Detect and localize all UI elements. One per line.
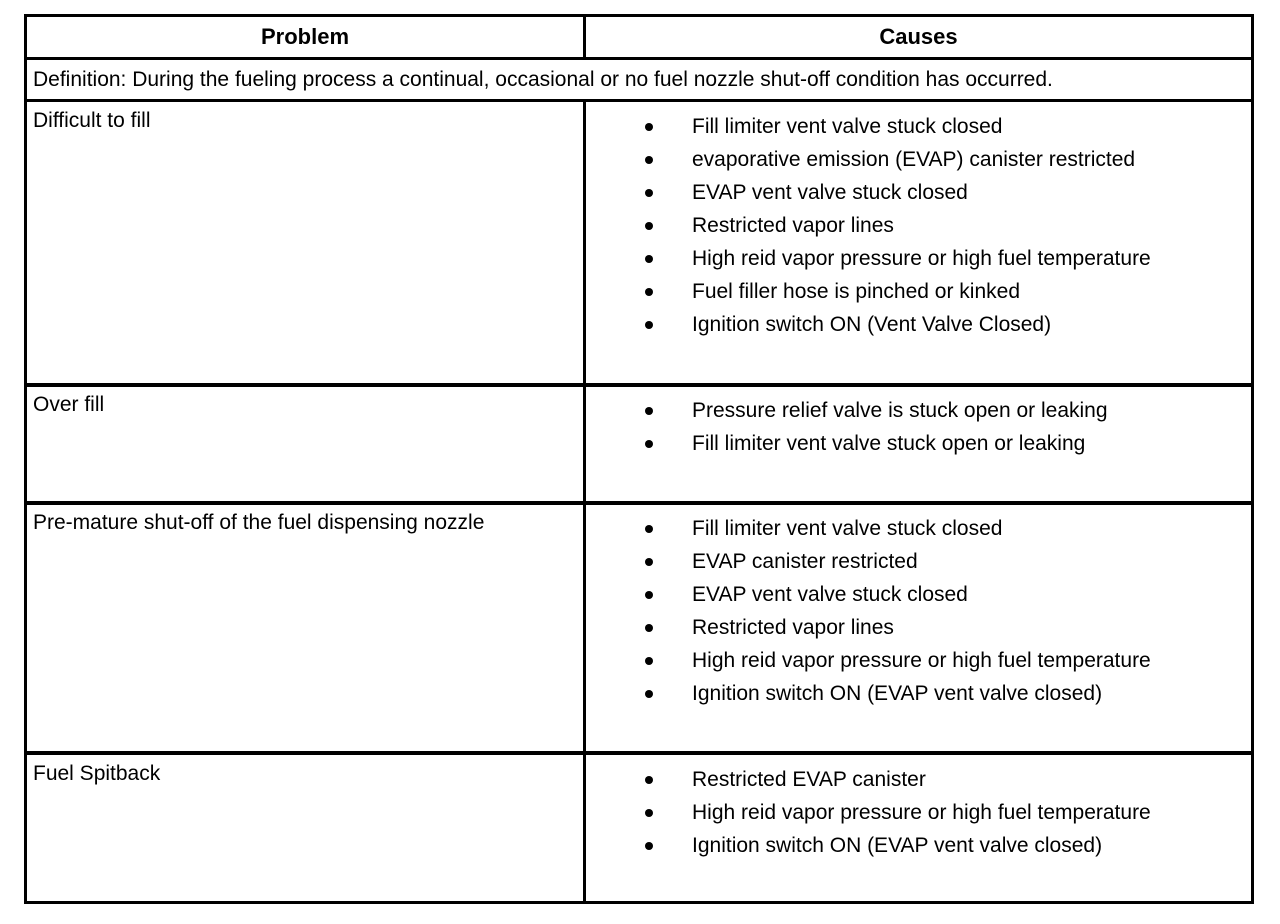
- header-problem: Problem: [260, 24, 350, 49]
- bullet-icon: [645, 321, 653, 329]
- cause-item: Fill limiter vent valve stuck closed: [635, 512, 1151, 545]
- row-divider: [27, 383, 1251, 387]
- cause-item: Fill limiter vent valve stuck open or leaking: [635, 427, 1108, 460]
- cause-item: Restricted EVAP canister: [635, 763, 1151, 796]
- definition-text: Definition: During the fueling process a continual, occasional or no fuel nozzle shut-off condition has occurred.: [33, 68, 1053, 91]
- causes-list: [635, 110, 1151, 341]
- cause-item: High reid vapor pressure or high fuel temperature: [635, 242, 1151, 275]
- cause-item: EVAP vent valve stuck closed: [635, 176, 1151, 209]
- bullet-icon: [645, 842, 653, 850]
- cause-item: Restricted vapor lines: [635, 209, 1151, 242]
- cause-item: Ignition switch ON (EVAP vent valve closed): [635, 829, 1151, 862]
- bullet-icon: [645, 809, 653, 817]
- causes-list: [635, 512, 1151, 710]
- bullet-icon: [645, 189, 653, 197]
- problem-cell: Pre-mature shut-off of the fuel dispensing nozzle: [33, 511, 485, 534]
- bullet-icon: [645, 407, 653, 415]
- bullet-icon: [645, 123, 653, 131]
- cause-item: EVAP vent valve stuck closed: [635, 578, 1151, 611]
- cause-item: Fill limiter vent valve stuck closed: [635, 110, 1151, 143]
- bullet-icon: [645, 558, 653, 566]
- diagnostic-table: [24, 14, 1254, 904]
- bullet-icon: [645, 657, 653, 665]
- cause-item: EVAP canister restricted: [635, 545, 1151, 578]
- bullet-icon: [645, 288, 653, 296]
- problem-cell: Over fill: [33, 393, 105, 416]
- cause-item: High reid vapor pressure or high fuel temperature: [635, 644, 1151, 677]
- bullet-icon: [645, 222, 653, 230]
- problem-cell: Difficult to fill: [33, 109, 151, 132]
- bullet-icon: [645, 776, 653, 784]
- header-divider: [583, 17, 586, 57]
- causes-list: [635, 394, 1108, 460]
- cause-item: Ignition switch ON (EVAP vent valve closed): [635, 677, 1151, 710]
- bullet-icon: [645, 525, 653, 533]
- cause-item: Restricted vapor lines: [635, 611, 1151, 644]
- bullet-icon: [645, 156, 653, 164]
- causes-list: [635, 763, 1151, 862]
- bullet-icon: [645, 255, 653, 263]
- cause-item: High reid vapor pressure or high fuel temperature: [635, 796, 1151, 829]
- header-causes: Causes: [879, 24, 958, 49]
- cause-item: evaporative emission (EVAP) canister restricted: [635, 143, 1151, 176]
- bullet-icon: [645, 440, 653, 448]
- cause-item: Pressure relief valve is stuck open or leaking: [635, 394, 1108, 427]
- row-divider: [27, 99, 1251, 102]
- problem-cell: Fuel Spitback: [33, 762, 161, 785]
- bullet-icon: [645, 690, 653, 698]
- row-divider: [27, 501, 1251, 505]
- row-divider: [27, 751, 1251, 755]
- cause-item: Fuel filler hose is pinched or kinked: [635, 275, 1151, 308]
- bullet-icon: [645, 591, 653, 599]
- bullet-icon: [645, 624, 653, 632]
- cause-item: Ignition switch ON (Vent Valve Closed): [635, 308, 1151, 341]
